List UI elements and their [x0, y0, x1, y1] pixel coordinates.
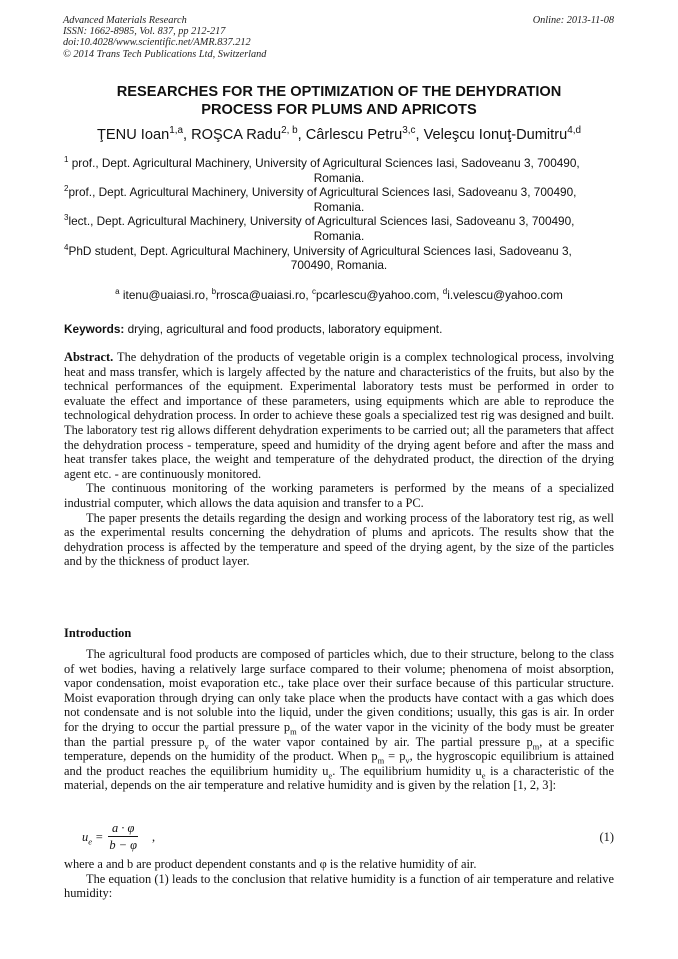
- intro-paragraph: The equation (1) leads to the conclusion that relative humidity is a function of air temperature and relative humidity:: [64, 871, 614, 901]
- affiliation-text: lect., Dept. Agricultural Machinery, University of Agricultural Sciences Iasi, Sadoveanu 3, 700490,: [68, 214, 575, 229]
- author-affiliation-mark: 2, b: [281, 125, 298, 137]
- keywords-text: drying, agricultural and food products, laboratory equipment.: [124, 322, 443, 336]
- equation-lhs: [82, 830, 103, 845]
- subscript: e: [328, 770, 333, 781]
- subscript: v: [204, 741, 209, 752]
- subscript: m: [290, 726, 297, 737]
- email-list: [40, 288, 638, 302]
- affiliation-list: [64, 156, 614, 273]
- keywords-label: Keywords:: [64, 322, 125, 336]
- affiliation: [64, 214, 614, 243]
- email-mark: b: [211, 287, 217, 297]
- author-name: Cârlescu Petru: [305, 127, 403, 143]
- intro-paragraph: where a and b are product dependent constants and φ is the relative humidity of air.: [64, 857, 477, 871]
- author-name: ROŞCA Radu: [191, 127, 282, 143]
- journal-name: Advanced Materials Research: [63, 15, 187, 26]
- intro-paragraph: [64, 647, 614, 793]
- abstract-label: Abstract.: [64, 350, 114, 364]
- affiliation-number: 2: [64, 184, 69, 194]
- affiliation-number: 3: [64, 213, 69, 223]
- affiliation: [64, 185, 614, 214]
- author-separator: ,: [182, 127, 192, 143]
- affiliation-country: 700490, Romania.: [290, 258, 388, 273]
- text-run: of the water vapor in the vicinity of the body must be greater than the partial pressure p: [64, 719, 614, 749]
- affiliation-line: [64, 185, 614, 200]
- journal-issn: ISSN: 1662-8985, Vol. 837, pp 212-217: [63, 26, 226, 38]
- subscript: v: [405, 755, 410, 766]
- paper-title: [40, 83, 638, 119]
- author-separator: ,: [415, 127, 424, 143]
- text-run: , the hygroscopic equilibrium is attained and the product reaches the equilibrium humidity u: [64, 749, 614, 778]
- journal-info: [63, 15, 266, 60]
- affiliation-line: [64, 214, 614, 229]
- author-affiliation-mark: 4,d: [567, 125, 581, 137]
- subscript: m: [532, 741, 540, 752]
- email-address: itenu@uaiasi.ro,: [119, 288, 212, 302]
- affiliation-country: Romania.: [313, 228, 365, 243]
- author-affiliation-mark: 1,a: [169, 125, 183, 137]
- author-name: Veleşcu Ionuţ-Dumitru: [423, 127, 568, 143]
- online-date: Online: 2013-11-08: [532, 15, 614, 26]
- affiliation: [64, 244, 614, 273]
- abstract-paragraph: [64, 350, 614, 481]
- equation-numerator: a · φ: [108, 820, 138, 837]
- journal-copyright: © 2014 Trans Tech Publications Ltd, Switzerland: [63, 48, 267, 60]
- email-mark: d: [442, 287, 448, 297]
- affiliation-number: 4: [64, 242, 69, 252]
- author-list: [40, 126, 638, 144]
- text-run: . The equilibrium humidity u: [332, 763, 482, 778]
- introduction-body: [64, 647, 614, 793]
- affiliation-country: Romania.: [313, 199, 365, 214]
- email-mark: a: [115, 287, 120, 297]
- equation-equals: =: [91, 830, 104, 844]
- subscript: e: [481, 770, 486, 781]
- paper-title-line-1: RESEARCHES FOR THE OPTIMIZATION OF THE DEHYDRATION: [116, 84, 562, 100]
- abstract-text: The dehydration of the products of vegetable origin is a complex technological process, involving heat and mass transfer, which is largely affected by the nature and characteristics of the fruits, but also by the technical performances of the equipment. Experimental laboratory tests must be performed in order to evaluate the effect and importance of these parameters, using equipments which are able to reproduce the technological dehydration process. In order to achieve these goals a specialized test rig was designed and built. The laboratory test rig allows different dehydration experiments to be carried out; all the parameters that affect the dehydration process - temperature, speed and humidity of the drying agent before and after the mass and heat transfer takes place, the weight and temperature of the dehydrated product, the direction of the drying agent etc. - are continuously monitored.: [64, 350, 614, 481]
- email-address: rrosca@uaiasi.ro,: [216, 288, 312, 302]
- text-run: = p: [384, 749, 406, 764]
- equation-denominator: b − φ: [109, 838, 137, 852]
- affiliation: [64, 156, 614, 185]
- email-address: i.velescu@yahoo.com: [447, 288, 563, 302]
- text-run: , at a specific temperature, depends on the humidity of the product. When p: [64, 734, 614, 764]
- journal-doi: doi:10.4028/www.scientific.net/AMR.837.212: [63, 37, 251, 49]
- text-run: The agricultural food products are composed of particles which, due to their structure, belong to the class of wet bodies, having a relatively large surface compared to their volume; phenomena of moist absorption, vapor condensation, moist evaporation etc., take place over their surface because of this particular structure. Moist evaporation through drying can only take place when the products have contact with a gas which does not condensate and is not soluble into the liquid, under the given conditions; usually, this gas is air. In order for the drying to occur the partial pressure p: [64, 647, 614, 734]
- equation-variable: u: [82, 830, 89, 844]
- equation-number: (1): [599, 830, 614, 844]
- abstract: [64, 350, 614, 569]
- author-affiliation-mark: 3,c: [402, 125, 416, 137]
- subscript: m: [377, 755, 385, 766]
- introduction-continued: [64, 857, 614, 901]
- email-address: pcarlescu@yahoo.com,: [316, 288, 443, 302]
- paper-title-line-2: PROCESS FOR PLUMS AND APRICOTS: [201, 102, 477, 118]
- affiliation-line: [64, 244, 614, 259]
- affiliation-text: prof., Dept. Agricultural Machinery, University of Agricultural Sciences Iasi, Sadoveanu 3, 700490,: [68, 156, 580, 170]
- author-name: ŢENU Ioan: [97, 127, 170, 143]
- email-mark: c: [312, 287, 317, 297]
- affiliation-text: PhD student, Dept. Agricultural Machinery, University of Agricultural Sciences Iasi, Sadoveanu 3,: [68, 243, 572, 258]
- affiliation-country: Romania.: [313, 170, 365, 185]
- equation-1: [82, 820, 614, 856]
- equation-fraction: [108, 820, 138, 853]
- author-separator: ,: [297, 127, 306, 143]
- section-heading: Introduction: [64, 626, 132, 640]
- abstract-paragraph: The paper presents the details regarding the design and working process of the laboratory test rig, as well as the experimental results concerning the dehydration of plums and apricots. The results show that the dehydration process is affected by the temperature and speed of the drying agent, by the size of the particles and by the thickness of product layer.: [64, 510, 614, 569]
- text-run: of the water vapor contained by air. The partial pressure p: [208, 734, 533, 749]
- equation-comma: ,: [152, 830, 156, 844]
- text-run: is a characteristic of the material, depends on the air temperature and relative humidity and is given by the relation [1, 2, 3]:: [64, 763, 614, 793]
- affiliation-number: 1: [64, 155, 69, 165]
- equation-subscript: e: [88, 836, 92, 847]
- abstract-paragraph: The continuous monitoring of the working parameters is performed by the means of a specialized industrial computer, which allows the data aquision and transfer to a PC.: [64, 481, 614, 510]
- affiliation-text: prof., Dept. Agricultural Machinery, University of Agricultural Sciences Iasi, Sadoveanu 3, 700490,: [68, 185, 577, 200]
- affiliation-line: [64, 156, 614, 171]
- keywords: [64, 322, 614, 336]
